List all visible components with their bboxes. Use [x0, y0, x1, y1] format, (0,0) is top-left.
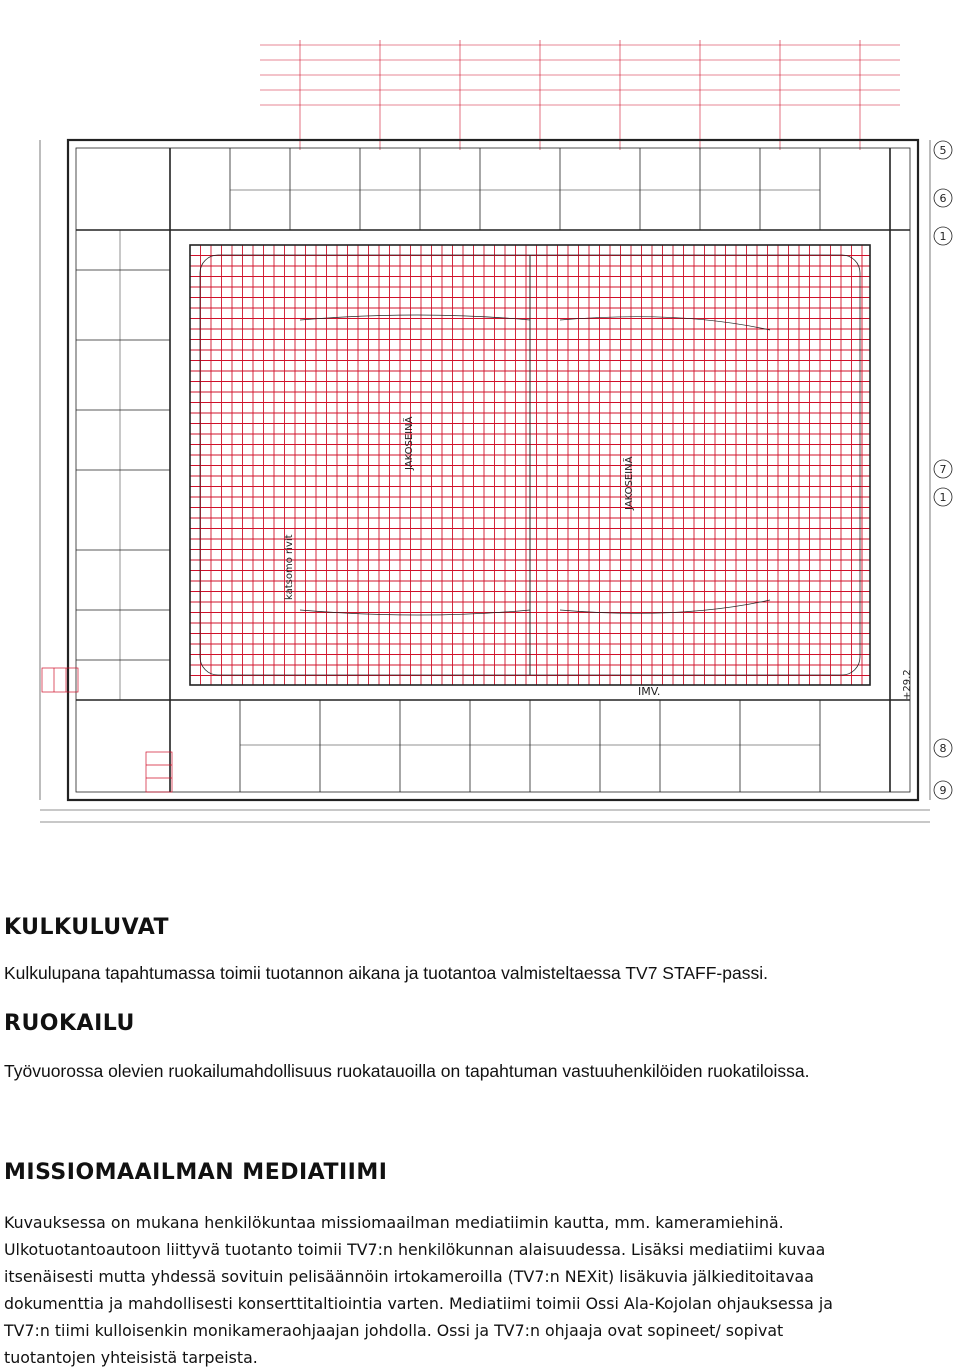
center-wall-label: JAKOSEINÄ [404, 416, 415, 470]
section-line: Kuvauksessa on mukana henkilökuntaa missiomaailman mediatiimin kautta, mm. kameramiehinä. [4, 1213, 784, 1232]
axis-label: 1 [939, 230, 947, 243]
section-body: Työvuorossa olevien ruokailumahdollisuus ruokatauoilla on tapahtuman vastuuhenkilöiden ruokatiloissa. [4, 1061, 810, 1081]
side-label: katsomo rivit [284, 534, 295, 600]
section-heading: MISSIOMAAILMAN MEDIATIIMI [4, 1160, 388, 1185]
section-heading: RUOKAILU [4, 1011, 135, 1036]
section-line: itsenäisesti mutta yhdessä sovituin pelisäännöin irtokameroilla (TV7:n NEXit) lisäkuvia jälkieditoitavaa [4, 1267, 814, 1286]
axis-label: 7 [939, 463, 947, 476]
section-heading: KULKULUVAT [4, 915, 170, 940]
section-ruokailu [4, 1011, 949, 1084]
axis-label: 1 [939, 491, 947, 504]
axis-label: 5 [939, 144, 947, 157]
level-marker: +29.2 [902, 669, 913, 700]
section-mediatiimi [4, 1160, 949, 1371]
axis-label: 9 [939, 784, 947, 797]
axis-label: 8 [939, 742, 947, 755]
section-body: Kulkulupana tapahtumassa toimii tuotannon aikana ja tuotantoa valmisteltaessa TV7 STAFF-passi. [4, 963, 768, 983]
section-line: dokumenttia ja mahdollisesti konserttitaltiointia varten. Mediatiimi toimii Ossi Ala-Kojolan ohjauksessa ja [4, 1294, 833, 1313]
center-wall-label-2: JAKOSEINÄ [624, 456, 635, 510]
building-walls [40, 140, 930, 822]
site-grid [260, 40, 900, 150]
section-line: Ulkotuotantoautoon liittyvä tuotanto toimii TV7:n henkilökunnan alaisuudessa. Lisäksi mediatiimi kuvaa [4, 1240, 826, 1259]
section-line: tuotantojen yhteisistä tarpeista. [4, 1348, 258, 1367]
entrance-marks [42, 668, 172, 792]
axis-label: 6 [939, 192, 947, 205]
section-line: TV7:n tiimi kulloisenkin monikameraohjaajan johdolla. Ossi ja TV7:n ohjaaja ovat sopineet/ sopivat [4, 1321, 784, 1340]
section-kulkuluvat [4, 915, 949, 986]
imv-marker: IMV. [638, 685, 661, 698]
